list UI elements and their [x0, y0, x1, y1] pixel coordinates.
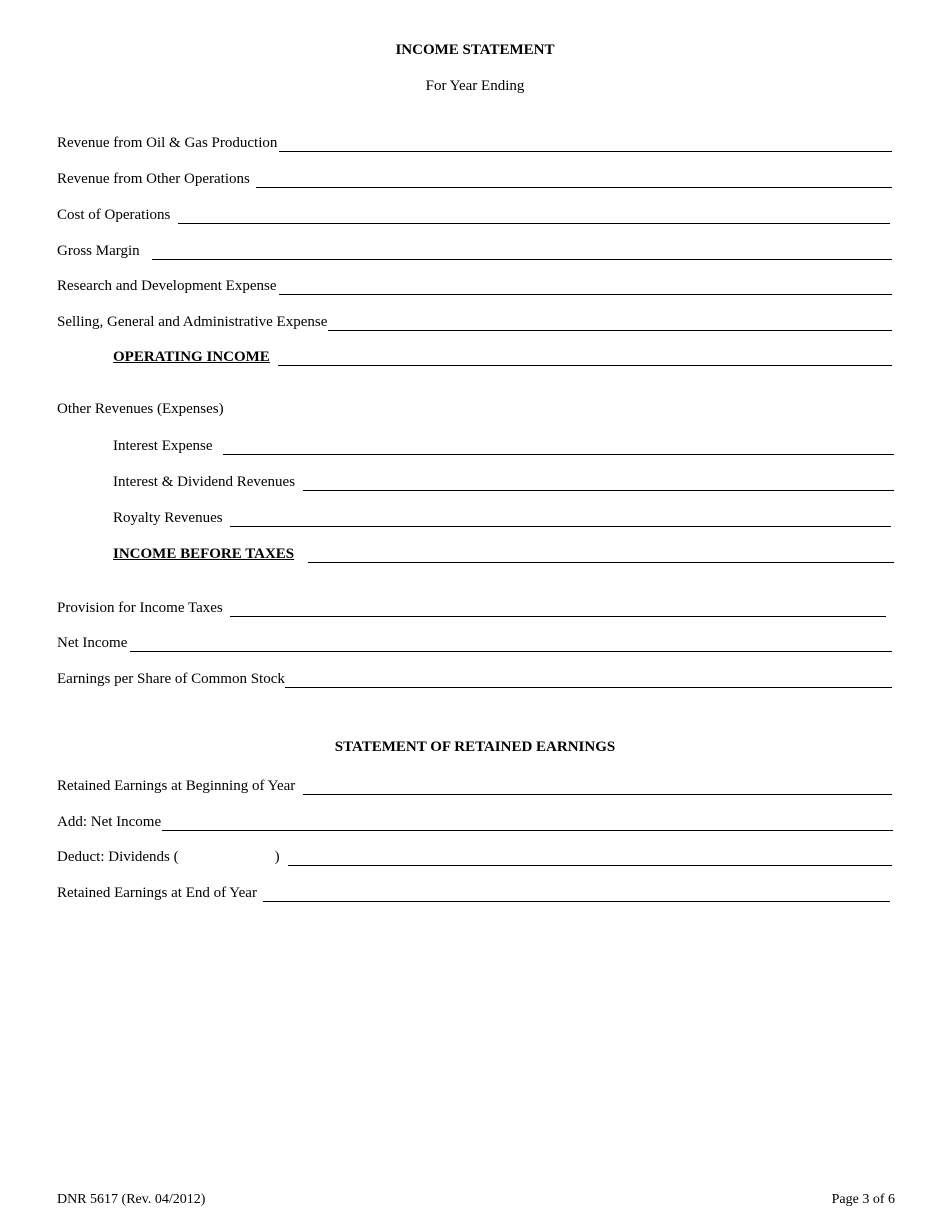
gross-margin-field[interactable] — [152, 245, 892, 260]
row-interest-expense — [113, 435, 894, 455]
retained-end-field[interactable] — [263, 887, 890, 902]
earnings-per-share-field[interactable] — [285, 673, 892, 688]
revenue-oil-gas-label: Revenue from Oil & Gas Production — [57, 135, 278, 151]
row-royalty-revenues — [113, 507, 891, 527]
income-statement-title: INCOME STATEMENT — [395, 42, 555, 58]
row-interest-dividend — [113, 471, 894, 491]
row-net-income — [57, 632, 892, 652]
revenue-oil-gas-field[interactable] — [279, 137, 892, 152]
row-retained-beginning — [57, 775, 892, 795]
row-research-development — [57, 275, 892, 295]
other-revenues-header: Other Revenues (Expenses) — [57, 401, 224, 417]
add-net-income-field[interactable] — [162, 816, 893, 831]
retained-beginning-label: Retained Earnings at Beginning of Year — [57, 778, 296, 794]
row-revenue-oil-gas — [57, 132, 892, 152]
row-selling-general-admin — [57, 311, 892, 331]
row-revenue-other — [57, 168, 892, 188]
interest-dividend-field[interactable] — [303, 476, 894, 491]
royalty-revenues-field[interactable] — [230, 512, 891, 527]
retained-beginning-field[interactable] — [303, 780, 892, 795]
row-gross-margin — [57, 240, 892, 260]
row-earnings-per-share — [57, 668, 892, 688]
add-net-income-label: Add: Net Income — [57, 814, 162, 830]
net-income-label: Net Income — [57, 635, 128, 651]
earnings-per-share-label: Earnings per Share of Common Stock — [57, 671, 285, 687]
interest-dividend-label: Interest & Dividend Revenues — [113, 474, 296, 490]
provision-taxes-label: Provision for Income Taxes — [57, 600, 223, 616]
cost-of-operations-field[interactable] — [178, 209, 890, 224]
deduct-close-paren: ) — [274, 849, 280, 865]
income-before-taxes-label: INCOME BEFORE TAXES — [113, 546, 295, 562]
interest-expense-field[interactable] — [223, 440, 894, 455]
row-provision-taxes — [57, 597, 886, 617]
retained-earnings-title: STATEMENT OF RETAINED EARNINGS — [334, 739, 616, 755]
operating-income-field[interactable] — [278, 351, 892, 366]
cost-of-operations-label: Cost of Operations — [57, 207, 171, 223]
deduct-dividends-field[interactable] — [288, 851, 892, 866]
net-income-field[interactable] — [130, 637, 892, 652]
revenue-other-label: Revenue from Other Operations — [57, 171, 250, 187]
selling-general-admin-label: Selling, General and Administrative Expense — [57, 314, 328, 330]
research-development-label: Research and Development Expense — [57, 278, 277, 294]
for-year-ending-label: For Year Ending — [425, 78, 525, 94]
row-add-net-income — [57, 811, 893, 831]
retained-end-label: Retained Earnings at End of Year — [57, 885, 257, 901]
operating-income-label: OPERATING INCOME — [113, 349, 270, 365]
research-development-field[interactable] — [279, 280, 893, 295]
royalty-revenues-label: Royalty Revenues — [113, 510, 223, 526]
provision-taxes-field[interactable] — [230, 602, 886, 617]
deduct-dividends-label: Deduct: Dividends ( — [57, 849, 179, 865]
row-deduct-dividends — [57, 846, 892, 866]
income-before-taxes-field[interactable] — [308, 548, 894, 563]
row-retained-end — [57, 882, 890, 902]
row-income-before-taxes — [113, 543, 894, 563]
page-number: Page 3 of 6 — [831, 1192, 895, 1207]
form-id: DNR 5617 (Rev. 04/2012) — [57, 1192, 206, 1207]
selling-general-admin-field[interactable] — [328, 316, 892, 331]
revenue-other-field[interactable] — [256, 173, 892, 188]
row-operating-income — [113, 346, 892, 366]
interest-expense-label: Interest Expense — [113, 438, 213, 454]
row-cost-of-operations — [57, 204, 890, 224]
gross-margin-label: Gross Margin — [57, 243, 140, 259]
